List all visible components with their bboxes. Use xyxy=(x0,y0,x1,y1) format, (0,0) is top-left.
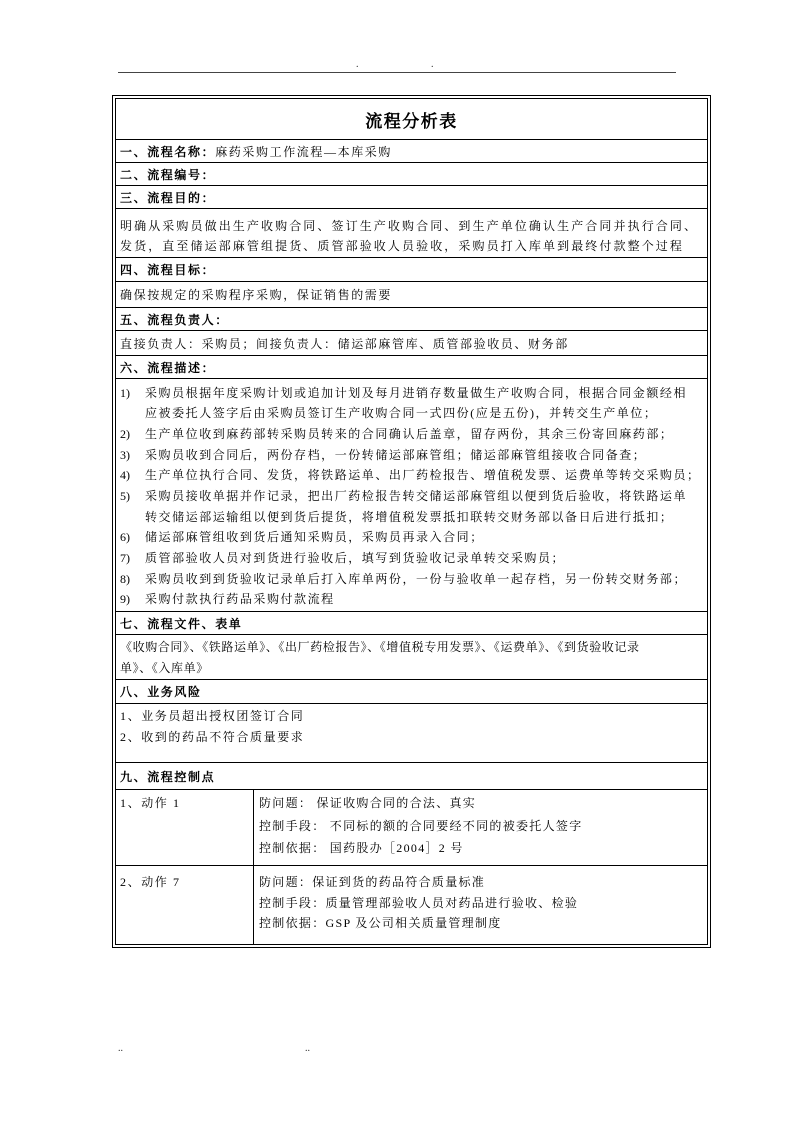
business-risk-header-row xyxy=(116,680,707,704)
step-5-continued xyxy=(116,507,707,528)
control-detail-line: 防问题：保证到货的药品符合质量标准 xyxy=(259,875,486,889)
control-detail-line: 控制依据： 国药股办［2004］2 号 xyxy=(259,841,464,855)
process-documents-body xyxy=(116,635,707,680)
process-name-value: 麻药采购工作流程—本库采购 xyxy=(215,144,393,159)
process-owner-header-row xyxy=(116,308,707,331)
process-name-row xyxy=(116,140,707,163)
control-action-cell xyxy=(116,866,254,944)
process-name-label: 一、流程名称： xyxy=(120,144,216,159)
risk-item: 2、收到的药品不符合质量要求 xyxy=(120,729,305,744)
control-detail-line: 防问题： 保证收购合同的合法、真实 xyxy=(259,796,477,810)
step-number: 2) xyxy=(120,426,130,441)
process-owner-body xyxy=(116,331,707,356)
control-point-row xyxy=(116,790,707,866)
control-action: 1、动作 1 xyxy=(120,796,181,810)
step-text: 转交储运部运输组以便到货后提货，将增值税发票抵扣联转交财务部以备日后进行抵扣； xyxy=(145,509,674,524)
control-points-label: 九、流程控制点 xyxy=(120,769,216,784)
step-text: 采购员根据年度采购计划或追加计划及每月进销存数量做生产收购合同，根据合同金额经相 xyxy=(145,385,688,400)
process-description-body xyxy=(116,379,707,612)
step-text: 生产单位收到麻药部转采购员转来的合同确认后盖章，留存两份，其余三份寄回麻药部； xyxy=(145,426,674,441)
step-number: 5) xyxy=(120,489,130,504)
process-analysis-table xyxy=(112,95,711,948)
control-detail-line: 控制手段： 不同标的额的合同要经不同的被委托人签字 xyxy=(259,818,583,833)
step-2 xyxy=(116,424,707,445)
process-owner-label: 五、流程负责人： xyxy=(120,312,229,327)
purpose-line: 发货，直至储运部麻管组提货、质管部验收人员验收，采购员打入库单到最终付款整个过程 xyxy=(120,239,685,253)
step-text: 采购员收到到货验收记录单后打入库单两份，一份与验收单一起存档，另一份转交财务部； xyxy=(145,571,688,586)
step-text: 采购员接收单据并作记录，把出厂药检报告转交储运部麻管组以便到货后验收，将铁路运单 xyxy=(145,489,688,504)
step-number: 4) xyxy=(120,468,130,483)
risk-item: 1、业务员超出授权团签订合同 xyxy=(120,708,305,723)
process-number-label: 二、流程编号： xyxy=(120,167,216,182)
header-mark: . xyxy=(356,59,359,70)
step-text: 储运部麻管组收到货后通知采购员，采购员再录入合同； xyxy=(145,530,484,545)
header-mark: . xyxy=(431,59,434,70)
step-number: 8) xyxy=(120,571,130,586)
step-text: 应被委托人签字后由采购员签订生产收购合同一式四份(应是五份)，并转交生产单位； xyxy=(145,406,658,421)
process-number-row xyxy=(116,163,707,186)
process-purpose-label: 三、流程目的： xyxy=(120,190,216,205)
footer-mark: .. xyxy=(305,1043,310,1054)
table-title: 流程分析表 xyxy=(365,111,458,131)
purpose-line: 明确从采购员做出生产收购合同、签订生产收购合同、到生产单位确认生产合同并执行合同、 xyxy=(120,219,699,233)
control-detail-line: 控制手段：质量管理部验收人员对药品进行验收、检验 xyxy=(259,895,579,910)
business-risk-label: 八、业务风险 xyxy=(120,685,202,699)
table-title-row xyxy=(116,99,707,140)
step-text: 生产单位执行合同、发货，将铁路运单、出厂药检报告、增值税发票、运费单等转交采购员； xyxy=(145,468,701,483)
process-goal-label: 四、流程目标： xyxy=(120,263,216,277)
step-number: 1) xyxy=(120,385,130,400)
process-description-label: 六、流程描述： xyxy=(120,360,216,375)
footer-mark: .. xyxy=(118,1043,123,1054)
step-9 xyxy=(116,589,707,610)
step-1-continued xyxy=(116,403,707,424)
step-number: 7) xyxy=(120,551,130,566)
step-6 xyxy=(116,527,707,548)
process-description-header-row xyxy=(116,356,707,379)
header-rule xyxy=(118,72,676,73)
control-points-header-row xyxy=(116,763,707,790)
process-goal-header-row xyxy=(116,258,707,282)
step-text: 采购付款执行药品采购付款流程 xyxy=(145,592,335,607)
step-text: 质管部验收人员对到货进行验收后，填写到货验收记录单转交采购员； xyxy=(145,551,566,566)
control-point-row xyxy=(116,866,707,944)
step-4 xyxy=(116,465,707,486)
control-detail-cell xyxy=(254,790,707,865)
step-8 xyxy=(116,569,707,590)
step-text: 采购员收到合同后，两份存档，一份转储运部麻管组；储运部麻管组接收合同备查； xyxy=(145,447,647,462)
step-3 xyxy=(116,445,707,466)
documents-line: 单》、《入库单》 xyxy=(120,660,209,675)
step-7 xyxy=(116,548,707,569)
process-documents-label: 七、流程文件、表单 xyxy=(120,616,243,631)
owner-text: 直接负责人：采购员；间接负责人：储运部麻管库、质管部验收员、财务部 xyxy=(120,336,569,351)
goal-text: 确保按规定的采购程序采购，保证销售的需要 xyxy=(120,288,393,302)
step-1 xyxy=(116,383,707,404)
control-detail-cell xyxy=(254,866,707,944)
business-risk-body xyxy=(116,704,707,763)
step-5 xyxy=(116,486,707,507)
process-documents-header-row xyxy=(116,612,707,635)
process-goal-body xyxy=(116,282,707,308)
process-purpose-body xyxy=(116,209,707,258)
control-action-cell xyxy=(116,790,254,865)
step-number: 6) xyxy=(120,530,130,545)
process-purpose-header-row xyxy=(116,186,707,209)
documents-line: 《收购合同》、《铁路运单》、《出厂药检报告》、《增值税专用发票》、《运费单》、《到货验收记录 xyxy=(120,639,640,654)
control-detail-line: 控制依据：GSP 及公司相关质量管理制度 xyxy=(259,916,502,930)
step-number: 3) xyxy=(120,447,130,462)
step-number: 9) xyxy=(120,592,130,607)
control-action: 2、动作 7 xyxy=(120,875,181,889)
